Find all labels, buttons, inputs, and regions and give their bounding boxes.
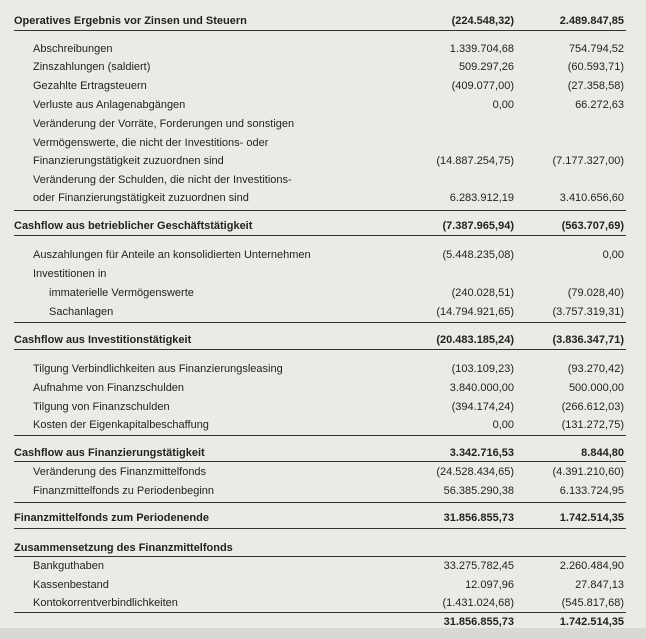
value-prior: 2.489.847,85 <box>559 15 624 27</box>
table-row <box>0 218 646 236</box>
value-current: 31.856.855,73 <box>443 512 514 524</box>
value-prior: 27.847,13 <box>575 579 624 591</box>
value-prior: (3.836.347,71) <box>552 334 624 346</box>
row-label: Verluste aus Anlagenabgängen <box>33 99 186 111</box>
rule-line <box>14 528 626 529</box>
row-label: Veränderung der Vorräte, Forderungen und sonstigen <box>33 118 295 130</box>
row-label: Vermögenswerte, die nicht der Investitions- oder <box>33 137 269 149</box>
value-prior: 754.794,52 <box>568 43 624 55</box>
value-current: (14.887.254,75) <box>436 155 514 167</box>
value-current: 6.283.912,19 <box>449 192 514 204</box>
value-current: (7.387.965,94) <box>442 220 514 232</box>
value-current: (20.483.185,24) <box>436 334 514 346</box>
rule-line <box>14 322 626 323</box>
value-current: (103.109,23) <box>451 363 514 375</box>
table-row <box>0 399 646 417</box>
table-row <box>0 266 646 284</box>
rule-line <box>14 461 626 462</box>
row-label: Veränderung des Finanzmittelfonds <box>33 466 207 478</box>
row-label: Bankguthaben <box>33 560 104 572</box>
value-prior: 1.742.514,35 <box>559 616 624 628</box>
value-current: 509.297,26 <box>458 61 514 73</box>
rule-line <box>14 210 626 211</box>
table-row <box>0 41 646 59</box>
table-row <box>0 172 646 190</box>
row-label: Cashflow aus betrieblicher Geschäftstätigkeit <box>14 220 253 232</box>
table-row <box>0 417 646 435</box>
value-prior: (131.272,75) <box>561 419 624 431</box>
table-row <box>0 97 646 115</box>
value-prior: (79.028,40) <box>567 287 624 299</box>
table-row <box>0 13 646 31</box>
row-label: Investitionen in <box>33 268 107 280</box>
table-row <box>0 190 646 208</box>
value-prior: (3.757.319,31) <box>552 306 624 318</box>
value-prior: 3.410.656,60 <box>559 192 624 204</box>
row-label: Auszahlungen für Anteile an konsolidierten Unternehmen <box>33 249 311 261</box>
table-row <box>0 247 646 265</box>
row-label: Finanzmittelfonds zu Periodenbeginn <box>33 485 215 497</box>
row-label: Finanzmittelfonds zum Periodenende <box>14 512 209 524</box>
table-row <box>0 510 646 528</box>
footer-band <box>0 628 646 639</box>
row-label: Cashflow aus Finanzierungstätigkeit <box>14 447 205 459</box>
table-row <box>0 135 646 153</box>
row-label: oder Finanzierungstätigkeit zuzuordnen sind <box>33 192 249 204</box>
value-current: (1.431.024,68) <box>442 597 514 609</box>
row-label: Finanzierungstätigkeit zuzuordnen sind <box>33 155 224 167</box>
value-current: (394.174,24) <box>451 401 514 413</box>
table-row <box>0 558 646 576</box>
table-row <box>0 595 646 613</box>
rule-line <box>14 502 626 503</box>
value-prior: 0,00 <box>602 249 624 261</box>
value-current: (14.794.921,65) <box>436 306 514 318</box>
table-row <box>0 361 646 379</box>
table-row <box>0 577 646 595</box>
rule-line <box>14 30 626 31</box>
rule-line <box>14 435 626 436</box>
row-label: Cashflow aus Investitionstätigkeit <box>14 334 192 346</box>
row-label: Kosten der Eigenkapitalbeschaffung <box>33 419 209 431</box>
row-label: Zinszahlungen (saldiert) <box>33 61 151 73</box>
table-row <box>0 304 646 322</box>
table-row <box>0 332 646 350</box>
value-current: (5.448.235,08) <box>442 249 514 261</box>
value-current: 31.856.855,73 <box>443 616 514 628</box>
value-current: (24.528.434,65) <box>436 466 514 478</box>
value-prior: 2.260.484,90 <box>559 560 624 572</box>
row-label: Zusammensetzung des Finanzmittelfonds <box>14 542 233 554</box>
value-current: 0,00 <box>492 99 514 111</box>
table-row <box>0 285 646 303</box>
table-row <box>0 153 646 171</box>
value-prior: (27.358,58) <box>567 80 624 92</box>
value-prior: (93.270,42) <box>567 363 624 375</box>
row-label: Tilgung von Finanzschulden <box>33 401 170 413</box>
row-label: Veränderung der Schulden, die nicht der Investitions- <box>33 174 292 186</box>
row-label: Aufnahme von Finanzschulden <box>33 382 185 394</box>
row-label: Operatives Ergebnis vor Zinsen und Steuern <box>14 15 247 27</box>
table-row <box>0 116 646 134</box>
value-current: 3.342.716,53 <box>449 447 514 459</box>
row-label: Gezahlte Ertragsteuern <box>33 80 147 92</box>
value-prior: (4.391.210,60) <box>552 466 624 478</box>
row-label: Kassenbestand <box>33 579 109 591</box>
table-row <box>0 59 646 77</box>
rule-line <box>14 612 626 613</box>
row-label: Sachanlagen <box>49 306 114 318</box>
value-prior: 1.742.514,35 <box>559 512 624 524</box>
value-current: (409.077,00) <box>451 80 514 92</box>
value-prior: (266.612,03) <box>561 401 624 413</box>
table-row <box>0 483 646 501</box>
value-current: 3.840.000,00 <box>449 382 514 394</box>
value-current: (224.548,32) <box>451 15 514 27</box>
rule-line <box>14 235 626 236</box>
value-prior: (545.817,68) <box>561 597 624 609</box>
value-current: 56.385.290,38 <box>443 485 514 497</box>
table-row <box>0 78 646 96</box>
value-prior: 6.133.724,95 <box>559 485 624 497</box>
table-row <box>0 464 646 482</box>
value-prior: 66.272,63 <box>575 99 624 111</box>
value-current: 12.097,96 <box>465 579 514 591</box>
value-current: 1.339.704,68 <box>449 43 514 55</box>
value-current: (240.028,51) <box>451 287 514 299</box>
value-current: 0,00 <box>492 419 514 431</box>
value-prior: 500.000,00 <box>568 382 624 394</box>
value-current: 33.275.782,45 <box>443 560 514 572</box>
row-label: immaterielle Vermögenswerte <box>49 287 194 299</box>
value-prior: (60.593,71) <box>567 61 624 73</box>
value-prior: 8.844,80 <box>581 447 624 459</box>
rule-line <box>14 556 626 557</box>
row-label: Kontokorrentverbindlichkeiten <box>33 597 178 609</box>
rule-line <box>14 349 626 350</box>
value-prior: (7.177.327,00) <box>552 155 624 167</box>
value-prior: (563.707,69) <box>561 220 624 232</box>
row-label: Tilgung Verbindlichkeiten aus Finanzierungsleasing <box>33 363 283 375</box>
table-row <box>0 380 646 398</box>
row-label: Abschreibungen <box>33 43 113 55</box>
